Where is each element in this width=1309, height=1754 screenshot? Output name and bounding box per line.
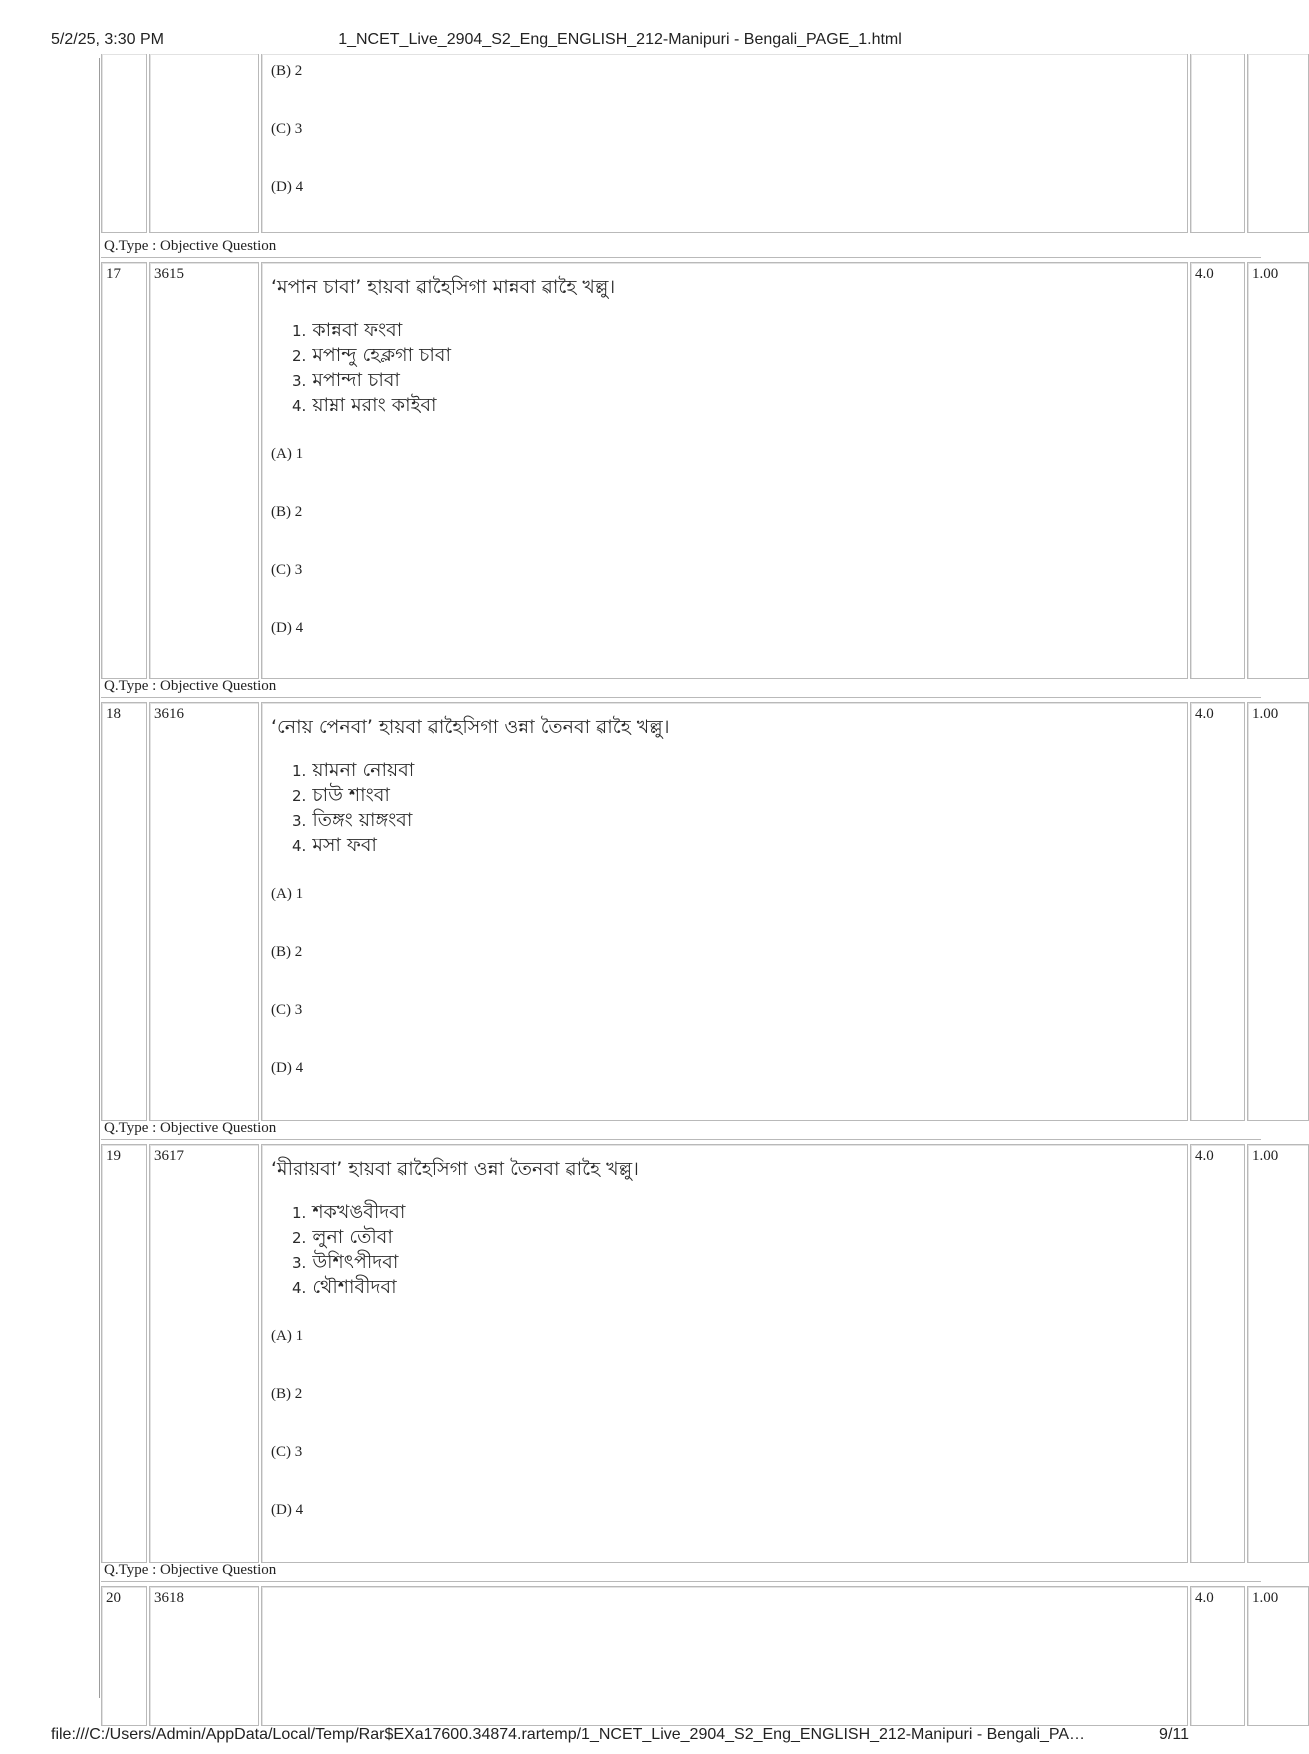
question-sheet	[101, 58, 1279, 1696]
statement-text: মপান্দু হেক্লগা চাবা	[312, 344, 451, 366]
option-d: (D) 4	[271, 620, 304, 636]
question-text: ‘মপান চাবা’ হায়বা ৱাহৈসিগা মান্নবা ৱাহৈ খল্লু।	[271, 276, 616, 298]
negative-marks-cell	[1247, 262, 1309, 679]
negative-marks-cell	[1247, 1144, 1309, 1563]
option-c: (C) 3	[271, 1444, 303, 1460]
statement-text: লুনা তৌবা	[312, 1226, 393, 1248]
question-type-label	[101, 676, 1261, 698]
continued-question-cell	[261, 54, 1188, 233]
negative-marks-value: 1.00	[1252, 706, 1279, 722]
statement-text: শকখঙবীদবা	[312, 1201, 406, 1223]
question-id-cell	[149, 1586, 259, 1726]
statement-3: 3. উশিৎপীদবা	[292, 1251, 399, 1273]
question-id-cell	[149, 262, 259, 679]
continued-number-cell	[101, 54, 147, 233]
question-row-17	[101, 262, 1279, 679]
statement-text: কান্নবা ফংবা	[312, 319, 403, 341]
question-id: 3615	[154, 266, 184, 282]
statement-2: 2. মপান্দু হেক্লগা চাবা	[292, 344, 451, 366]
question-id: 3617	[154, 1148, 184, 1164]
option-b: (B) 2	[271, 1386, 303, 1402]
question-body-cell	[261, 262, 1188, 679]
negative-marks-cell	[1247, 702, 1309, 1121]
negative-marks-cell	[1247, 1586, 1309, 1726]
question-id: 3616	[154, 706, 184, 722]
question-type-label	[101, 236, 1261, 258]
statement-text: তিঙ্গং য়াঙ্গংবা	[312, 809, 413, 831]
marks-cell	[1190, 1586, 1245, 1726]
continued-negative-cell	[1247, 54, 1309, 233]
question-row-18	[101, 702, 1279, 1121]
question-number-cell	[101, 1586, 147, 1726]
negative-marks-value: 1.00	[1252, 1148, 1279, 1164]
option-b: (B) 2	[271, 504, 303, 520]
statement-4: 4. মসা ফবা	[292, 834, 377, 856]
question-text: ‘মীরায়বা’ হায়বা ৱাহৈসিগা ওন্না তৈনবা ৱাহৈ খল্লু।	[271, 1158, 639, 1180]
marks-value: 4.0	[1195, 1590, 1214, 1606]
negative-marks-value: 1.00	[1252, 266, 1279, 282]
question-row-19	[101, 1144, 1279, 1563]
statement-3: 3. তিঙ্গং য়াঙ্গংবা	[292, 809, 413, 831]
question-id: 3618	[154, 1590, 184, 1606]
statement-text: থৌশাবীদবা	[312, 1276, 397, 1298]
continued-id-cell	[149, 54, 259, 233]
question-type-text: Q.Type : Objective Question	[104, 678, 277, 694]
question-body-cell	[261, 1586, 1188, 1726]
print-page-title: 1_NCET_Live_2904_S2_Eng_ENGLISH_212-Manipuri - Bengali_PAGE_1.html	[338, 31, 902, 48]
question-number-cell	[101, 1144, 147, 1563]
marks-cell	[1190, 1144, 1245, 1563]
marks-cell	[1190, 702, 1245, 1121]
option-b: (B) 2	[271, 944, 303, 960]
question-text: ‘নোয় পেনবা’ হায়বা ৱাহৈসিগা ওন্না তৈনবা ৱাহৈ খল্লু।	[271, 716, 670, 738]
option-d: (D) 4	[271, 179, 304, 195]
question-body-cell	[261, 1144, 1188, 1563]
marks-value: 4.0	[1195, 266, 1214, 282]
continued-question-row	[101, 54, 1261, 233]
print-page-number: 9/11	[1159, 1726, 1189, 1743]
print-datetime: 5/2/25, 3:30 PM	[51, 31, 164, 48]
option-c: (C) 3	[271, 1002, 303, 1018]
question-id-cell	[149, 702, 259, 1121]
option-a: (A) 1	[271, 1328, 304, 1344]
marks-cell	[1190, 262, 1245, 679]
option-d: (D) 4	[271, 1502, 304, 1518]
question-number: 17	[106, 266, 121, 282]
statement-1: 1. কান্নবা ফংবা	[292, 319, 403, 341]
statement-1: 1. শকখঙবীদবা	[292, 1201, 406, 1223]
option-a: (A) 1	[271, 886, 304, 902]
question-type-text: Q.Type : Objective Question	[104, 1120, 277, 1136]
statement-text: উশিৎপীদবা	[312, 1251, 399, 1273]
statement-2: 2. চাউ শাংবা	[292, 784, 390, 806]
statement-text: য়াম্না মরাং কাইবা	[312, 394, 437, 416]
question-number: 18	[106, 706, 121, 722]
option-a: (A) 1	[271, 446, 304, 462]
statement-text: য়ামনা নোয়বা	[312, 759, 415, 781]
statement-3: 3. মপান্দা চাবা	[292, 369, 400, 391]
question-type-label	[101, 1560, 1261, 1582]
statement-text: মপান্দা চাবা	[312, 369, 400, 391]
question-type-text: Q.Type : Objective Question	[104, 238, 277, 254]
outer-border-left	[99, 58, 100, 1698]
continued-marks-cell	[1190, 54, 1245, 233]
question-number: 19	[106, 1148, 121, 1164]
option-d: (D) 4	[271, 1060, 304, 1076]
option-b: (B) 2	[271, 63, 303, 79]
statement-4: 4. য়াম্না মরাং কাইবা	[292, 394, 437, 416]
question-id-cell	[149, 1144, 259, 1563]
statement-text: চাউ শাংবা	[312, 784, 390, 806]
question-body-cell	[261, 702, 1188, 1121]
question-row-20	[101, 1586, 1279, 1726]
option-c: (C) 3	[271, 121, 303, 137]
negative-marks-value: 1.00	[1252, 1590, 1279, 1606]
marks-value: 4.0	[1195, 1148, 1214, 1164]
marks-value: 4.0	[1195, 706, 1214, 722]
statement-2: 2. লুনা তৌবা	[292, 1226, 393, 1248]
question-type-label	[101, 1118, 1261, 1140]
print-file-path: file:///C:/Users/Admin/AppData/Local/Temp/Rar$EXa17600.34874.rartemp/1_NCET_Live_2904_S2_Eng_ENGLISH_212-Manipuri - Bengali_PA…	[51, 1726, 1086, 1743]
statement-1: 1. য়ামনা নোয়বা	[292, 759, 415, 781]
question-type-text: Q.Type : Objective Question	[104, 1562, 277, 1578]
statement-text: মসা ফবা	[312, 834, 377, 856]
question-number-cell	[101, 262, 147, 679]
question-number-cell	[101, 702, 147, 1121]
statement-4: 4. থৌশাবীদবা	[292, 1276, 397, 1298]
question-number: 20	[106, 1590, 121, 1606]
option-c: (C) 3	[271, 562, 303, 578]
